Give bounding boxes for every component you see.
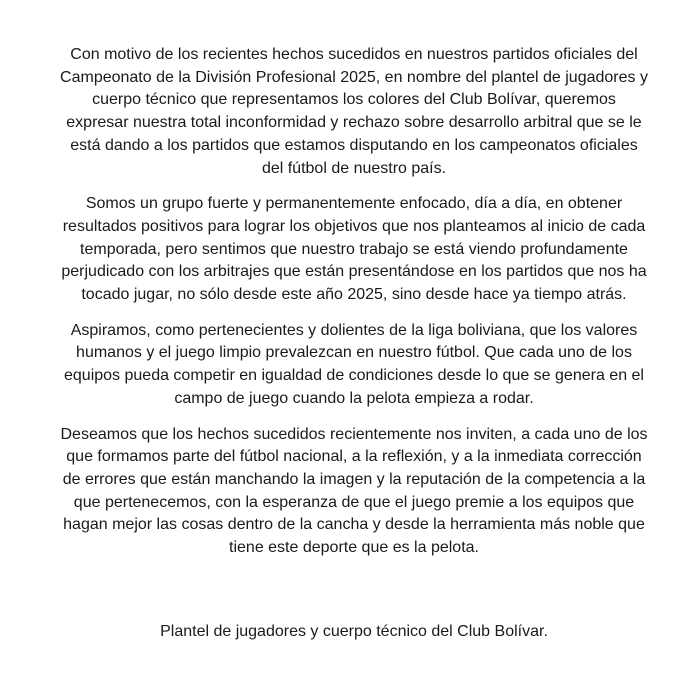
paragraph-line: hagan mejor las cosas dentro de la cancha y desde la herramienta más noble que (63, 516, 645, 534)
paragraph-line: de errores que están manchando la imagen y la reputación de la competencia a la (62, 470, 646, 488)
paragraph-line: perjudicado con los arbitrajes que están presentándose en los partidos que nos ha (61, 263, 647, 281)
paragraph-line: expresar nuestra total inconformidad y rechazo sobre desarrollo arbitral que se le (66, 114, 642, 132)
paragraph-line: que pertenecemos, con la esperanza de que el juego premie a los equipos que (73, 493, 635, 511)
paragraph-line: resultados positivos para lograr los objetivos que nos planteamos al inicio de cada (62, 217, 646, 235)
paragraph-line: que formamos parte del fútbol nacional, a la reflexión, y a la inmediata corrección (66, 448, 642, 466)
statement-paragraph (24, 320, 684, 411)
paragraph-line: humanos y el juego limpio prevalezcan en nuestro fútbol. Que cada uno de los (76, 344, 632, 362)
paragraph-line: está dando a los partidos que estamos disputando en los campeonatos oficiales (70, 136, 638, 154)
paragraph-line: Campeonato de la División Profesional 2025, en nombre del plantel de jugadores y (60, 68, 648, 86)
paragraph-line: tiene este deporte que es la pelota. (229, 539, 479, 557)
paragraph-line: equipos pueda competir en igualdad de condiciones desde lo que se genera en el (64, 367, 644, 385)
paragraph-line: Con motivo de los recientes hechos sucedidos en nuestros partidos oficiales del (70, 46, 638, 63)
paragraph-line: tocado jugar, no sólo desde este año 2025, sino desde hace ya tiempo atrás. (81, 286, 627, 304)
paragraph-line: del fútbol de nuestro país. (261, 159, 447, 177)
paragraph-line: Aspiramos, como pertenecientes y dolientes de la liga boliviana, que los valores (70, 321, 638, 339)
paragraph-line: campo de juego cuando la pelota empieza a rodar. (174, 389, 534, 407)
paragraph-line: Somos un grupo fuerte y permanentemente enfocado, día a día, en obtener (85, 195, 623, 213)
signature-line: Plantel de jugadores y cuerpo técnico del Club Bolívar. (160, 623, 548, 640)
statement-body (24, 44, 684, 573)
paragraph-line: cuerpo técnico que representamos los colores del Club Bolívar, queremos (92, 91, 616, 109)
paragraph-line: temporada, pero sentimos que nuestro trabajo se está viendo profundamente (80, 240, 628, 258)
statement-paragraph (24, 193, 684, 307)
statement-paragraph (24, 44, 684, 180)
statement-paragraph (24, 424, 684, 560)
paragraph-line: Deseamos que los hechos sucedidos recientemente nos inviten, a cada uno de los (60, 425, 648, 443)
